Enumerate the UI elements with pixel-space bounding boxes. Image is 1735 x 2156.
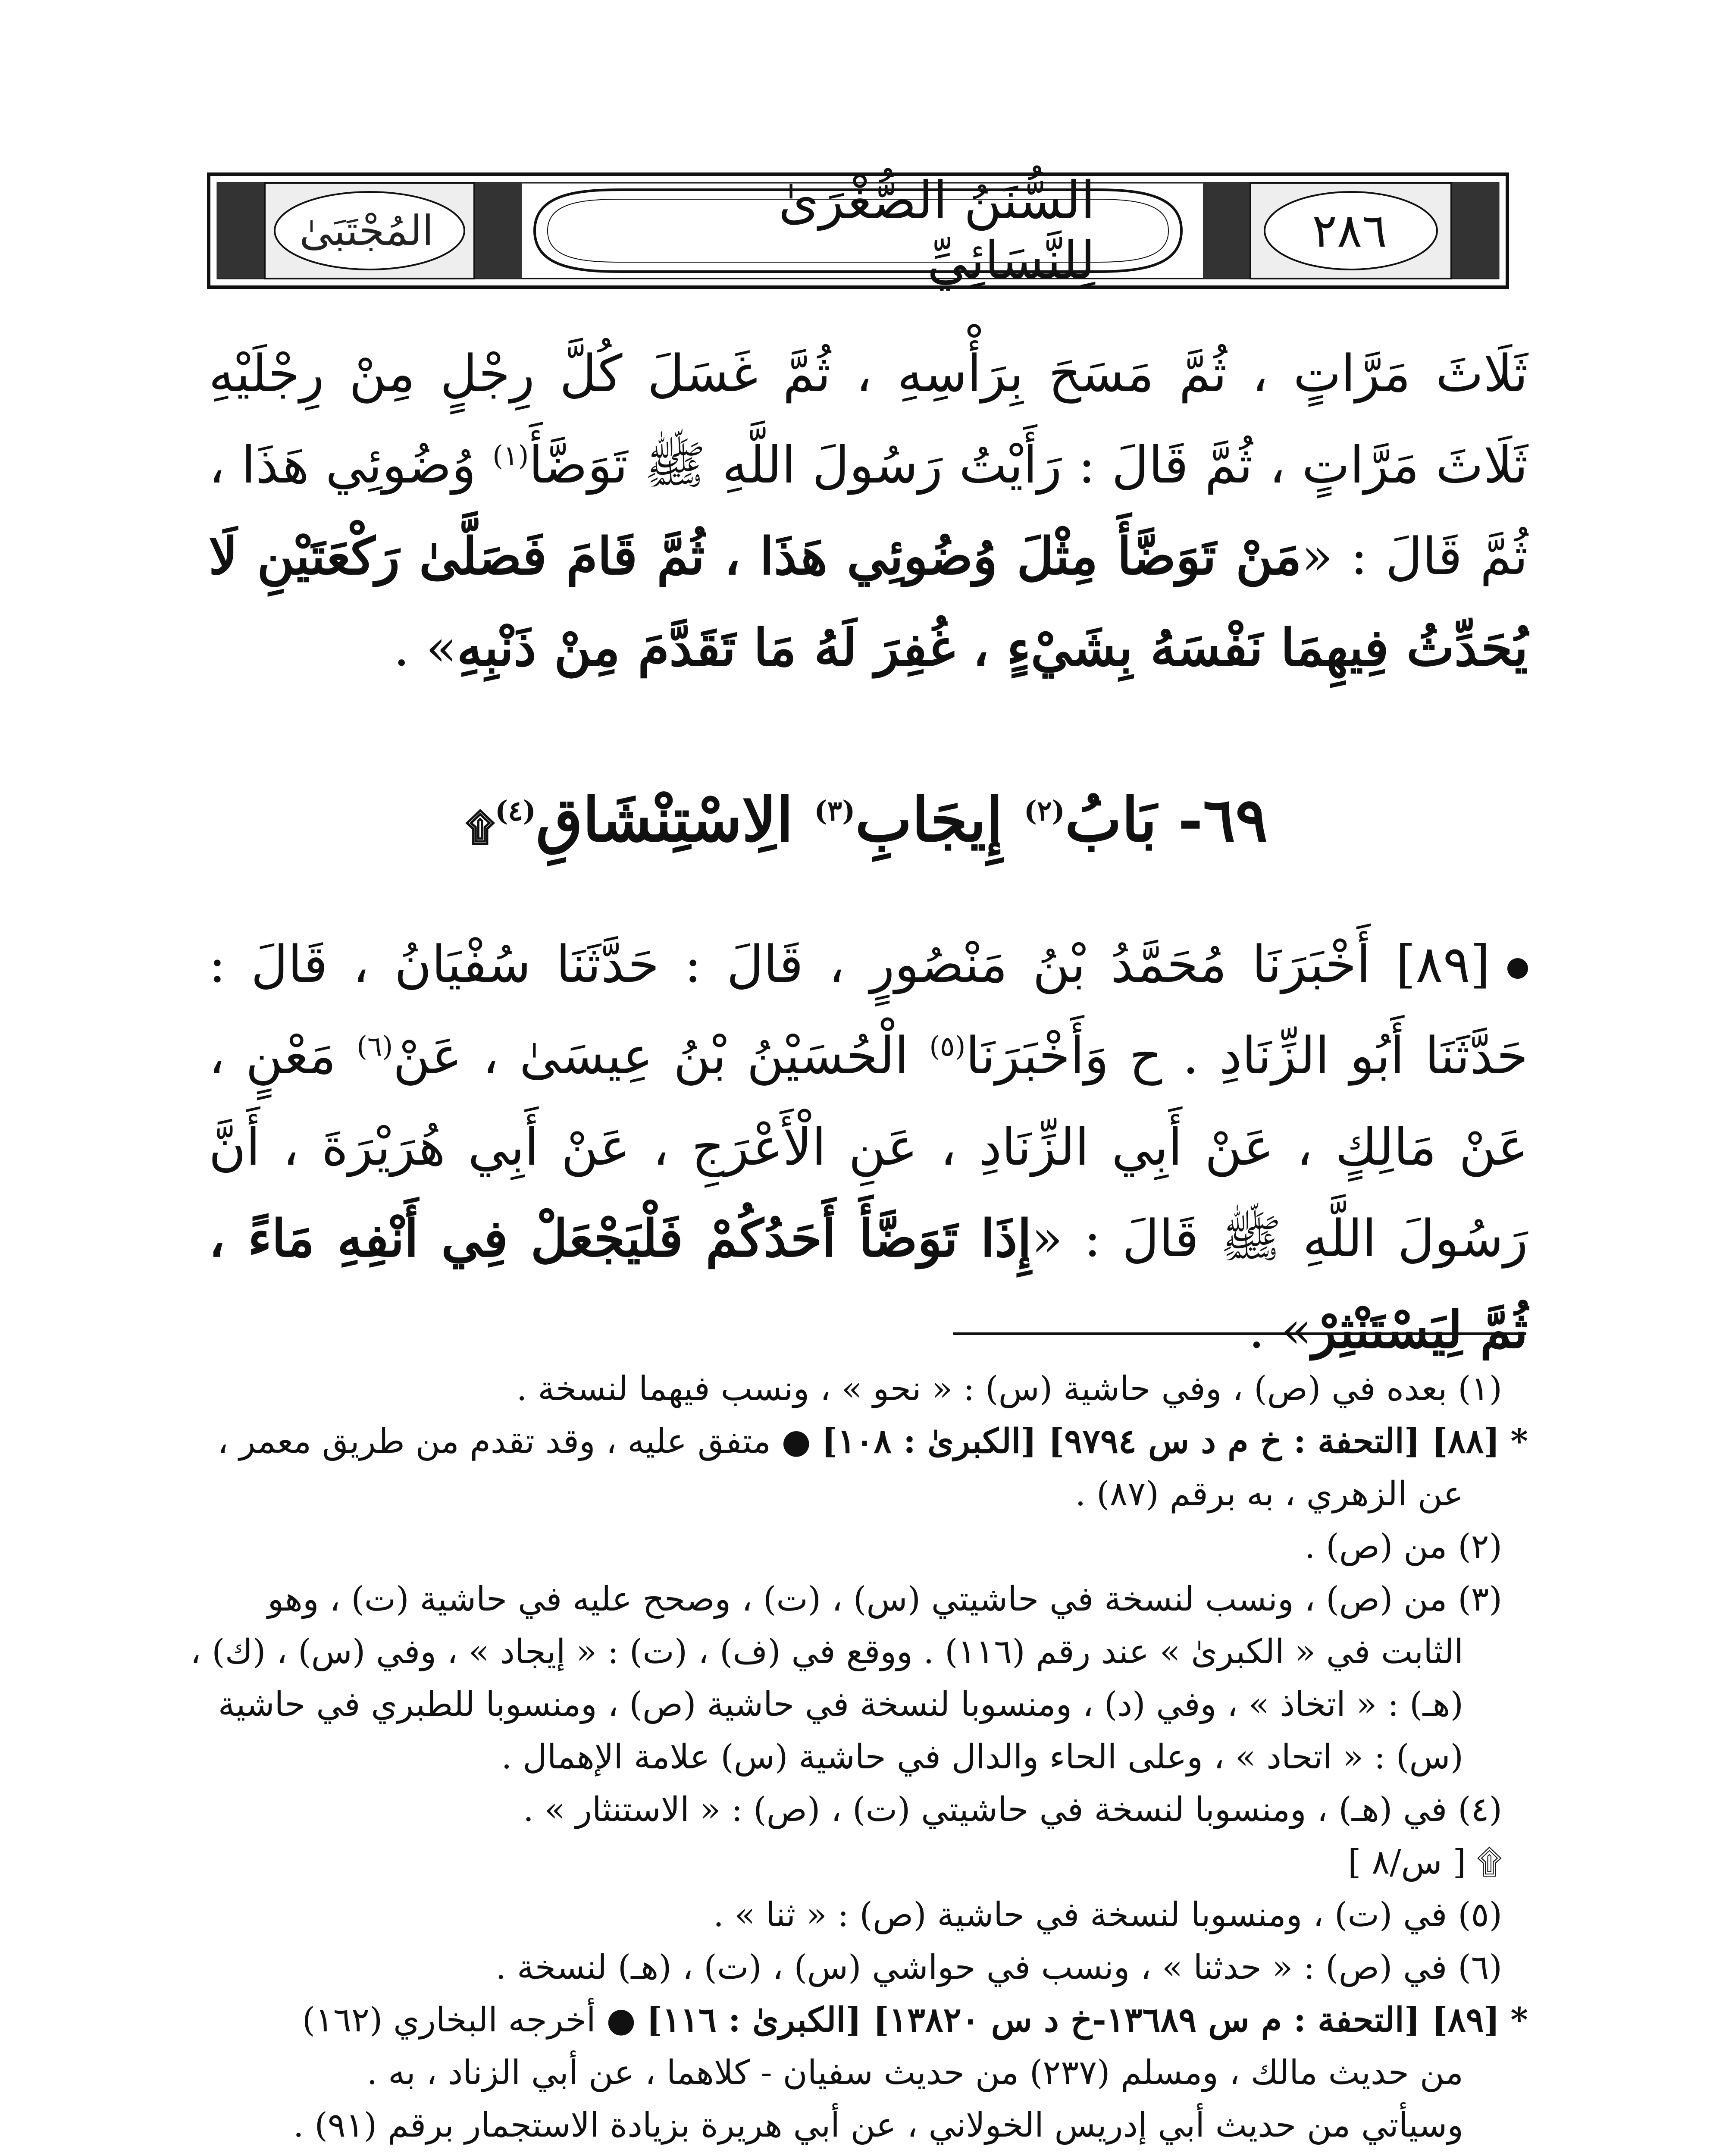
footnote-89-ref: [٨٩] [التحفة : م س ١٣٦٨٩-خ د س ١٣٨٢٠] [الكبرىٰ : ١١٦] <box>646 2000 1500 2040</box>
chapter-word-3: الِاسْتِنْشَاقِ <box>536 785 793 856</box>
footnote-ref-3: (٣) <box>814 795 855 827</box>
footnote-89 <box>183 1994 1528 2046</box>
star-icon: * <box>1510 2000 1528 2040</box>
header-title: السُّنَنُ الصُّغْرَىٰ لِلنَّسَائِيِّ <box>778 171 1095 291</box>
chapter-word-1: بَابُ <box>1065 785 1157 856</box>
footnote-5: (٥) في (ت) ، ومنسوبا لنسخة في حاشية (ص) : « ثنا » . <box>713 1896 1502 1934</box>
chapter-mark: ۩ <box>465 805 495 850</box>
intro-text-end: » . <box>393 618 457 677</box>
footnote-2: (٢) من (ص) . <box>1304 1527 1502 1566</box>
header-ornament-text: المُجْتَبَىٰ <box>299 207 434 255</box>
footnote-marker: ۩ [ س/٨ ] <box>1348 1843 1502 1882</box>
footnote-ref-2: (٢) <box>1024 795 1065 827</box>
footnote-3-line-3: (هـ) : « اتخاذ » ، وفي (د) ، ومنسوبا لنسخة في حاشية (ص) ، ومنسوبا للطبري في حاشية <box>218 1685 1463 1724</box>
hadith-text-part3: مَعْنٍ ، عَنْ مَالِكٍ ، عَنْ أَبِي الزِّنَادِ ، عَنِ الْأَعْرَجِ ، عَنْ أَبِي هُرَيْرَةَ ، أَنَّ رَسُولَ اللَّهِ ﷺ قَالَ : « <box>209 1026 1528 1268</box>
page-number: ٢٨٦ <box>1312 204 1387 258</box>
footnotes-section <box>183 1363 1528 2152</box>
bullet-icon <box>1507 958 1528 979</box>
chapter-number: ٦٩- <box>1178 785 1268 856</box>
footnote-89-line-3: وسيأتي من حديث أبي إدريس الخولاني ، عن أبي هريرة بزيادة الاستجمار برقم (٩١) . <box>293 2106 1463 2145</box>
footnote-88-ref: [٨٨] [التحفة : خ م د س ٩٧٩٤] [الكبرىٰ : ١٠٨] <box>821 1422 1500 1461</box>
footnote-ref-5: (٥) <box>929 1031 966 1063</box>
intro-bold-hadith: مَنْ تَوَضَّأَ مِثْلَ وُضُوئِي هَذَا ، ثُمَّ قَامَ فَصَلَّىٰ رَكْعَتَيْنِ لَا يُحَدِّثُ فِيهِمَا نَفْسَهُ بِشَيْءٍ ، غُفِرَ لَهُ مَا تَقَدَّمَ مِنْ ذَنْبِهِ <box>209 526 1528 677</box>
footnote-6: (٦) في (ص) : « حدثنا » ، ونسب في حواشي (س) ، (ت) ، (هـ) لنسخة . <box>495 1948 1502 1987</box>
hadith-89-paragraph <box>209 918 1528 1376</box>
footnote-88-text: ● متفق عليه ، وقد تقدم من طريق معمر ، <box>217 1422 811 1461</box>
hadith-bold-text: إِذَا تَوَضَّأَ أَحَدُكُمْ فَلْيَجْعَلْ فِي أَنْفِهِ مَاءً ، ثُمَّ لِيَسْتَنْثِرْ <box>209 1208 1528 1360</box>
intro-paragraph <box>209 328 1528 693</box>
footnote-89-line-2: من حديث مالك ، ومسلم (٢٣٧) من حديث سفيان - كلاهما ، عن أبي الزناد ، به . <box>366 2053 1463 2092</box>
star-icon: * <box>1510 1422 1528 1461</box>
intro-text-part2: وُضُوئِي هَذَا ، ثُمَّ قَالَ : « <box>209 435 1528 586</box>
footnote-1: (١) بعده في (ص) ، وفي حاشية (س) : « نحو » ، ونسب فيهما لنسخة . <box>516 1369 1502 1408</box>
footnote-88-continued: عن الزهري ، به برقم (٨٧) . <box>1075 1475 1463 1514</box>
footnote-4: (٤) في (هـ) ، ومنسوبا لنسخة في حاشيتي (ت) ، (ص) : « الاستنثار » . <box>523 1790 1502 1829</box>
hadith-text-end: » . <box>1248 1300 1312 1360</box>
footnote-88 <box>183 1415 1528 1468</box>
footnote-3-line-2: الثابت في « الكبرىٰ » عند رقم (١١٦) . ووقع في (ف) ، (ت) : « إيجاد » ، وفي (س) ، (ك) ، <box>190 1633 1463 1671</box>
hadith-text-part2: الْحُسَيْنُ بْنُ عِيسَىٰ ، عَنْ <box>393 1026 909 1085</box>
footnote-89-text: ● أخرجه البخاري (١٦٢) <box>302 2001 636 2040</box>
footnote-ref-1: (١) <box>492 440 529 472</box>
footnote-ref-4: (٤) <box>495 795 536 827</box>
intro-text-part1: ثَلَاثَ مَرَّاتٍ ، ثُمَّ مَسَحَ بِرَأْسِهِ ، ثُمَّ غَسَلَ كُلَّ رِجْلٍ مِنْ رِجْلَيْهِ ثَلَاثَ مَرَّاتٍ ، ثُمَّ قَالَ : رَأَيْتُ رَسُولَ اللَّهِ ﷺ تَوَضَّأَ <box>209 344 1528 495</box>
footnote-separator <box>953 1332 1526 1335</box>
hadith-ref-number: [٨٩] <box>1396 934 1490 994</box>
footnote-ref-6: (٦) <box>357 1031 393 1063</box>
hadith-text-part1: أَخْبَرَنَا مُحَمَّدُ بْنُ مَنْصُورٍ ، قَالَ : حَدَّثَنَا سُفْيَانُ ، قَالَ : حَدَّثَنَا أَبُو الزِّنَادِ . ح وَأَخْبَرَنَا <box>209 934 1528 1085</box>
chapter-heading <box>207 785 1526 871</box>
page-header <box>207 172 1509 289</box>
chapter-word-2: إِيجَابِ <box>855 785 1003 856</box>
footnote-3-line-4: (س) : « اتحاد » ، وعلى الحاء والدال في حاشية (س) علامة الإهمال . <box>501 1738 1463 1777</box>
footnote-3-line-1: (٣) من (ص) ، ونسب لنسخة في حاشيتي (س) ، (ت) ، وصحح عليه في حاشية (ت) ، وهو <box>267 1580 1502 1619</box>
